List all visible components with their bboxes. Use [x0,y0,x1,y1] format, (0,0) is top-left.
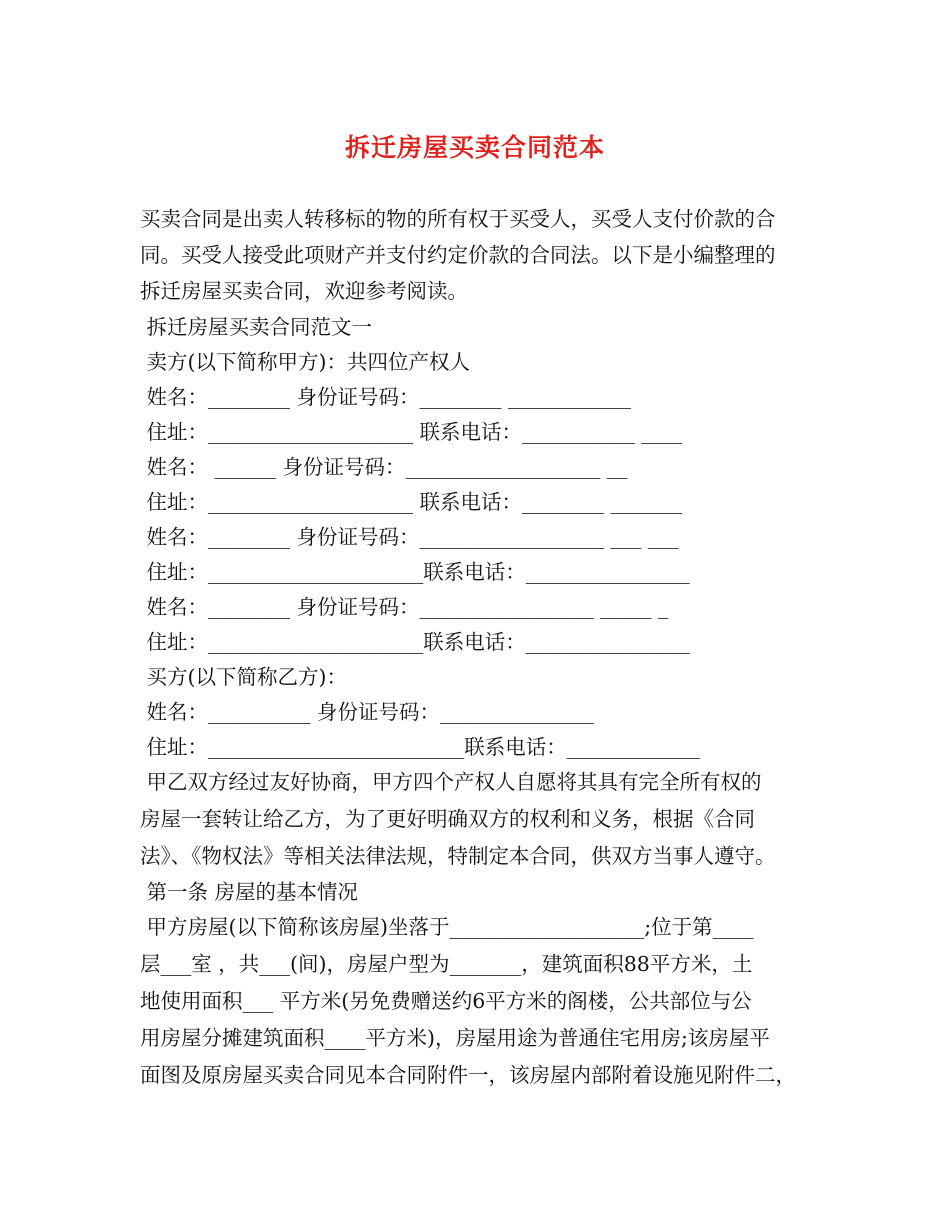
paragraph-line: 卖方(以下简称甲方)：共四位产权人 [140,350,471,374]
form-line: 姓名：________ 身份证号码：________ ____________ [140,385,632,409]
form-line: 住址：_____________________联系电话：________________ [140,630,690,654]
paragraph-line: 法》、《物权法》等相关法律法规，特制定本合同，供双方当事人遵守。 [140,844,776,868]
form-line: 住址：_________________________联系电话：_____________ [140,735,701,759]
paragraph-line: 房屋一套转让给乙方，为了更好明确双方的权利和义务，根据《合同 [140,807,755,831]
form-line: 姓名：________ 身份证号码：_________________ _____ _ [140,595,669,619]
section-heading: 第一条 房屋的基本情况 [140,880,359,904]
paragraph-line: 层___室 ，共___(间)，房屋户型为_______，建筑面积88平方米，土 [140,952,753,976]
paragraph-line: 面图及原房屋买卖合同见本合同附件一，该房屋内部附着设施见附件二， [140,1063,796,1087]
form-line: 姓名：__________ 身份证号码：_______________ [140,700,594,724]
paragraph-line: 甲乙双方经过友好协商，甲方四个产权人自愿将其具有完全所有权的 [140,770,762,794]
form-line: 姓名： ______ 身份证号码：___________________ __ [140,455,628,479]
paragraph-line: 甲方房屋(以下简称该房屋)坐落于___________________;位于第____ [140,915,754,939]
document-title: 拆迁房屋买卖合同范本 [344,133,605,162]
section-heading: 拆迁房屋买卖合同范文一 [140,315,373,339]
form-line: 住址：_____________________联系电话：________________ [140,560,690,584]
paragraph-line: 地使用面积___ 平方米(另免费赠送约6平方米的阁楼，公共部位与公 [140,989,752,1013]
paragraph-line: 同。买受人接受此项财产并支付约定价款的合同法。以下是小编整理的 [140,243,776,267]
paragraph-line: 拆迁房屋买卖合同，欢迎参考阅读。 [140,279,468,303]
paragraph-line: 买卖合同是出卖人转移标的物的所有权于买受人，买受人支付价款的合 [140,207,776,231]
form-line: 姓名：________ 身份证号码：__________________ ___ ___ [140,525,679,549]
paragraph-line: 买方(以下简称乙方)： [140,665,348,689]
form-line: 住址：____________________ 联系电话：___________ ____ [140,420,683,444]
paragraph-line: 用房屋分摊建筑面积____平方米)，房屋用途为普通住宅用房;该房屋平 [140,1026,770,1050]
form-line: 住址：____________________ 联系电话：________ _______ [140,490,683,514]
